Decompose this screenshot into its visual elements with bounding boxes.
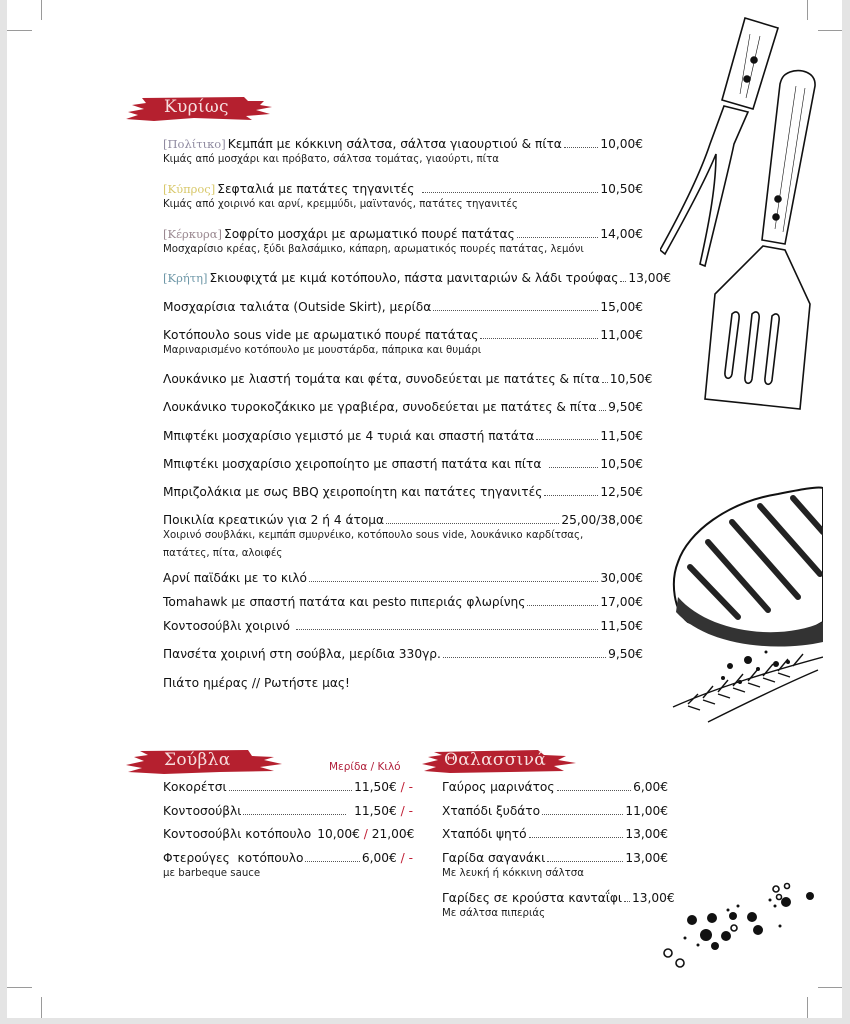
peppercorns-scatter-icon bbox=[640, 880, 840, 970]
item-name: Γαρίδες σε κρούστα κανταΐφι bbox=[442, 891, 623, 905]
item-name: Μπιφτέκι μοσχαρίσιο χειροποίητο με σπαστή πατάτα και πίτα bbox=[163, 457, 542, 471]
dot-leader bbox=[549, 467, 598, 468]
price-portion: 10,00€ bbox=[317, 827, 360, 841]
item-name: Γαύρος μαρινάτος bbox=[442, 780, 555, 794]
item-name: Σοφρίτο μοσχάρι με αρωματικό πουρέ πατάτας bbox=[224, 227, 515, 241]
item-price: 17,00€ bbox=[600, 595, 643, 609]
item-name: Κεμπάπ με κόκκινη σάλτσα, σάλτσα γιαουρτιού & πίτα bbox=[227, 137, 562, 151]
menu-item bbox=[163, 428, 643, 444]
item-name: Μπιφτέκι μοσχαρίσιο γεμιστό με 4 τυριά και σπαστή πατάτα bbox=[163, 429, 535, 443]
crop-mark bbox=[41, 0, 42, 20]
region-label: [Κρήτη] bbox=[163, 271, 208, 285]
region-label: [Κέρκυρα] bbox=[163, 227, 222, 241]
price-kilo: - bbox=[408, 780, 413, 794]
price-separator: / bbox=[400, 780, 405, 794]
dot-leader bbox=[620, 281, 626, 282]
item-name: Αρνί παϊδάκι με το κιλό bbox=[163, 571, 307, 585]
grilled-steak-with-rosemary-icon bbox=[668, 482, 823, 727]
dot-leader bbox=[547, 861, 623, 862]
crop-mark bbox=[807, 997, 808, 1018]
dot-leader bbox=[529, 837, 624, 838]
item-name: Μπριζολάκια με σως BBQ χειροποίητη και πατάτες τηγανιτές bbox=[163, 485, 543, 499]
dot-leader bbox=[422, 192, 598, 193]
dot-leader bbox=[602, 382, 608, 383]
section-banner-souvla bbox=[124, 748, 284, 776]
dot-leader bbox=[386, 523, 559, 524]
price-kilo: - bbox=[408, 804, 413, 818]
dot-leader bbox=[443, 657, 606, 658]
item-name: Λουκάνικο τυροκοζάκικο με γραβιέρα, συνοδεύεται με πατάτες & πίτα bbox=[163, 400, 597, 414]
dot-leader bbox=[229, 790, 352, 791]
item-price: 13,00€ bbox=[625, 827, 668, 841]
menu-item bbox=[163, 803, 413, 819]
dot-leader bbox=[527, 605, 598, 606]
item-name: Tomahawk με σπαστή πατάτα και pesto πιπεριάς φλωρίνης bbox=[163, 595, 526, 609]
footer-note: Πιάτο ημέρας // Ρωτήστε μας! bbox=[163, 676, 350, 690]
menu-item bbox=[163, 646, 643, 662]
dot-leader bbox=[624, 901, 630, 902]
dot-leader bbox=[557, 790, 632, 791]
section-title: Σούβλα bbox=[164, 750, 231, 770]
page-edge-right bbox=[842, 0, 850, 1024]
price-separator: / bbox=[400, 804, 405, 818]
item-description: Μαριναρισμένο κοτόπουλο με μουστάρδα, πάπρικα και θυμάρι bbox=[163, 345, 482, 356]
menu-item bbox=[163, 570, 643, 586]
item-price: 6,00€ bbox=[633, 780, 668, 794]
menu-item bbox=[163, 226, 643, 257]
price-portion: 11,50€ bbox=[354, 780, 397, 794]
unit-header: Μερίδα / Κιλό bbox=[329, 761, 401, 773]
menu-item bbox=[163, 594, 643, 610]
menu-item bbox=[163, 850, 413, 881]
menu-item bbox=[163, 484, 643, 500]
item-price: 13,00€ bbox=[625, 851, 668, 865]
item-price: 14,00€ bbox=[600, 227, 643, 241]
menu-item bbox=[442, 850, 668, 881]
menu-item bbox=[442, 779, 668, 795]
dot-leader bbox=[296, 629, 598, 630]
item-price: 11,00€ bbox=[625, 804, 668, 818]
item-price: 11,00€ bbox=[600, 328, 643, 342]
bbq-fork-and-spatula-icon bbox=[660, 14, 830, 414]
section-banner-main bbox=[124, 95, 274, 123]
menu-item bbox=[442, 826, 668, 842]
page-edge-left bbox=[0, 0, 7, 1024]
crop-mark bbox=[7, 30, 32, 31]
item-name: Κοτόπουλο sous vide με αρωματικό πουρέ πατάτας bbox=[163, 328, 479, 342]
section-banner-seafood bbox=[420, 748, 580, 776]
item-price: 15,00€ bbox=[600, 300, 643, 314]
menu-item bbox=[163, 399, 643, 415]
item-price: 30,00€ bbox=[600, 571, 643, 585]
dot-leader bbox=[480, 338, 598, 339]
menu-item bbox=[442, 803, 668, 819]
dot-leader bbox=[517, 237, 599, 238]
menu-item bbox=[163, 618, 643, 634]
menu-item bbox=[163, 779, 413, 795]
dot-leader bbox=[305, 861, 359, 862]
item-price: 10,00€ bbox=[600, 137, 643, 151]
item-price: 10,50€ bbox=[600, 457, 643, 471]
menu-item bbox=[163, 299, 643, 315]
menu-item bbox=[163, 826, 423, 842]
price-separator: / bbox=[400, 851, 405, 865]
item-name: Μοσχαρίσια ταλιάτα (Outside Skirt), μερίδα bbox=[163, 300, 432, 314]
item-price: 9,50€ bbox=[608, 400, 643, 414]
dot-leader bbox=[544, 495, 598, 496]
item-description: με barbeque sauce bbox=[163, 868, 261, 879]
menu-item bbox=[163, 136, 643, 167]
price-kilo: 21,00€ bbox=[371, 827, 415, 841]
price-kilo: - bbox=[408, 851, 413, 865]
item-name: Κοντοσούβλι κοτόπουλο bbox=[163, 827, 312, 841]
section-title: Θαλασσινά bbox=[444, 750, 547, 770]
item-price: 10,50€ bbox=[609, 372, 653, 386]
item-price: 13,00€ bbox=[632, 891, 675, 905]
dot-leader bbox=[599, 410, 606, 411]
dot-leader bbox=[542, 814, 623, 815]
item-name: Χταπόδι ψητό bbox=[442, 827, 527, 841]
item-price: 9,50€ bbox=[608, 647, 643, 661]
daily-special-note bbox=[163, 675, 643, 691]
dot-leader bbox=[309, 581, 598, 582]
item-description: Μοσχαρίσιο κρέας, ξύδι βαλσάμικο, κάπαρη, αρωματικός πουρές πατάτας, λεμόνι bbox=[163, 244, 584, 255]
item-description: Χοιρινό σουβλάκι, κεμπάπ σμυρνέικο, κοτόπουλο sous vide, λουκάνικο καρδίτσας, bbox=[163, 530, 584, 541]
crop-mark bbox=[7, 987, 32, 988]
menu-item bbox=[163, 456, 643, 472]
dot-leader bbox=[536, 439, 598, 440]
item-name: Σεφταλιά με πατάτες τηγανιτές bbox=[217, 182, 415, 196]
item-price: 12,50€ bbox=[600, 485, 643, 499]
menu-item bbox=[163, 181, 643, 212]
menu-item bbox=[442, 890, 675, 921]
item-name: Κοντοσούβλι χοιρινό bbox=[163, 619, 291, 633]
section-title: Κυρίως bbox=[164, 97, 229, 117]
item-name: Κοκορέτσι bbox=[163, 780, 227, 794]
dot-leader bbox=[564, 147, 599, 148]
item-price: 11,50€ bbox=[600, 429, 643, 443]
item-description: Κιμάς από χοιρινό και αρνί, κρεμμύδι, μαϊντανός, πατάτες τηγανιτές bbox=[163, 199, 518, 210]
menu-item bbox=[163, 327, 643, 358]
item-description: Με σάλτσα πιπεριάς bbox=[442, 908, 546, 919]
item-price: 10,50€ bbox=[600, 182, 643, 196]
item-name: Χταπόδι ξυδάτο bbox=[442, 804, 541, 818]
item-name: Φτερούγες κοτόπουλο bbox=[163, 851, 304, 865]
menu-item bbox=[163, 371, 653, 387]
item-price: 11,50€ bbox=[600, 619, 643, 633]
menu-item bbox=[163, 512, 643, 561]
item-name: Λουκάνικο με λιαστή τομάτα και φέτα, συνοδεύεται με πατάτες & πίτα bbox=[163, 372, 600, 386]
dot-leader bbox=[433, 310, 598, 311]
item-description-line2: πατάτες, πίτα, αλοιφές bbox=[163, 548, 283, 559]
item-name: Πανσέτα χοιρινή στη σούβλα, μερίδια 330γρ. bbox=[163, 647, 441, 661]
price-portion: 11,50€ bbox=[354, 804, 397, 818]
item-price: 13,00€ bbox=[628, 271, 672, 285]
item-name: Ποικιλία κρεατικών για 2 ή 4 άτομα bbox=[163, 513, 385, 527]
item-description: Κιμάς από μοσχάρι και πρόβατο, σάλτσα τομάτας, γιαούρτι, πίτα bbox=[163, 154, 499, 165]
item-description: Με λευκή ή κόκκινη σάλτσα bbox=[442, 868, 584, 879]
item-name: Σκιουφιχτά με κιμά κοτόπουλο, πάστα μανιταριών & λάδι τρούφας bbox=[209, 271, 619, 285]
page-edge-bottom bbox=[0, 1018, 850, 1024]
price-portion: 6,00€ bbox=[361, 851, 397, 865]
crop-mark bbox=[41, 997, 42, 1018]
region-label: [Κύπρος] bbox=[163, 182, 216, 196]
item-name: Κοντοσούβλι bbox=[163, 804, 242, 818]
region-label: [Πολίτικο] bbox=[163, 137, 226, 151]
crop-mark bbox=[818, 987, 842, 988]
item-price: 25,00/38,00€ bbox=[561, 513, 643, 527]
item-name: Γαρίδα σαγανάκι bbox=[442, 851, 546, 865]
price-separator: / bbox=[363, 827, 368, 841]
menu-item bbox=[163, 270, 672, 286]
dot-leader bbox=[243, 814, 346, 815]
